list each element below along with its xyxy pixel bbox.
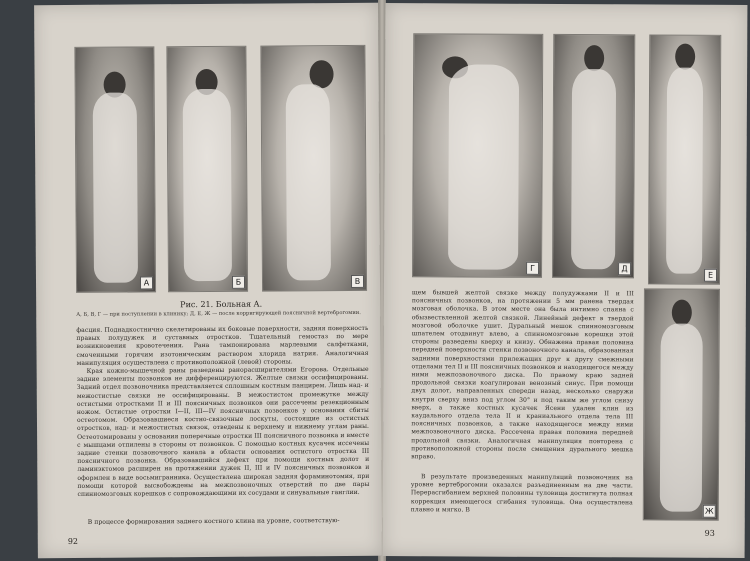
- paragraph: щем бывшей желтой связке между полудужками II и III поясничных позвонков, на протяжении 5 мм ранена твердая мозговая оболочка. В этом месте она была интимно спаяна с обызвествленной желтой связкой. Линейный дефект в твердой мозговой оболочке ушит. Дуральный мешок спинномозговым шпателем отодвинут влево, а спинномозговые корешки этой стороны разведены кверху и книзу. Обнажена правая половина передней поверхности стенки позвоночного канала, образованная задними поверхностями прилежащих друг к другу смежными отделами тел II и III поясничных позвонков и находящегося между ними межпозвоночного диска. По правому краю задней продольной связки коагулирован венозный синус. При помощи двух долот, направленных спереди назад, несколько снаружи кнутри сверху вниз под углом 30° и под таким же углом снизу вверх, а также костных кусачек Ясени удален клин из каудального отдела тела II и краниального отдела тела III поясничных позвонков, а также находящегося между ними межпозвоночного диска. Рассечена правая половина передней продольной связки. Аналогичная манипуляция повторена с противоположной стороны после смещения дурального мешка вправо.: [411, 289, 634, 461]
- left-page: [34, 3, 382, 558]
- plate-label: Ж: [703, 505, 716, 518]
- photo-a: [74, 46, 156, 293]
- right-page-body-top: [411, 289, 634, 470]
- figure-caption-text: А, Б, В, Г — при поступлении в клинику; Д, Е, Ж — после корригирующей поясничной вертеброгомии.: [76, 309, 361, 318]
- plate-label: Б: [232, 276, 245, 289]
- page-number-right: 93: [704, 528, 715, 538]
- plate-label: Е: [704, 269, 717, 282]
- plate-label: Д: [618, 262, 631, 275]
- plate-label: А: [140, 276, 153, 289]
- left-page-body: [76, 325, 369, 539]
- paragraph: фасция. Поднадкостнично скелетированы их боковые поверхности, задняя поверхность правых полудужек и суставных отростков. Тщательный гемостаз по мере возникновения кровотечения. Рана тампонирована марлевыми салфетками, смоченными горячим изотоническим раствором хлорида натрия. Аналогичная манипуляция осуществлена с противоположной (левой) стороны.: [76, 324, 369, 367]
- photo-zh: [643, 288, 720, 520]
- photo-g: [412, 33, 543, 278]
- figure-caption-title: Рис. 21. Больная А.: [180, 299, 263, 310]
- photo-e: [648, 34, 721, 284]
- photo-v: [260, 45, 367, 292]
- plate-label: В: [351, 275, 364, 288]
- right-page: [383, 3, 748, 558]
- photo-d: [552, 34, 635, 278]
- right-page-body-bottom: [411, 473, 633, 534]
- paragraph: В результате произведенных манипуляций позвоночник на уровне вертеброгомии оказался разъединенным на две части. Перерасгибанием верхней половины туловища достигнута полная коррекция имеющегося сгибания туловища. Она осуществлена плавно и мягко. В: [410, 473, 633, 514]
- page-number-left: 92: [67, 536, 79, 546]
- paragraph: В процессе формирования заднего костного клина на уровне, соответствую-: [87, 517, 340, 526]
- paragraph: Края кожно-мышечной раны разведены ранорасширителями Егорова. Отдельные задние элементы позвонков не дифференцируются. Желтые связки оссифицированы. Задний отдел позвоночника представляется сплошным костным панцирем. Лишь над- и межостистые связки не оссифицированы. В межостистом промежутке между остистыми отростками II и III поясничных позвонков они рассечены резекционным ножом. Остистые отростки I—II, III—IV поясничных позвонков у основания сбиты остеотомом. Образовавшиеся костно-связочные лоскуты, состоящие из остистых отростков, над- и межостистых связок, отведены к верхнему и нижнему углам раны. Остеотомированы у основания поперечные отростки III поясничного позвонка и вместе с мышцами отпилены в стороны от позвонков. С помощью костных кусачек иссечены задние стенки позвоночного канала в области основания остистого отростка III поясничного позвонка. Образовавшийся дефект при помощи костных долот и ламинэктомов расширен на протяжении дужек II, III и IV поясничных позвонков и оформлен в виде восьмигранника. Осуществлена широкая задняя фораминотомия, при помощи которой высвобождены на межпозвоночных отверстий по две пары спинномозговых корешков с сопровождающими их сосудами и синувальные ганглии.: [76, 365, 370, 498]
- photo-b: [166, 46, 248, 293]
- plate-label: Г: [526, 262, 539, 275]
